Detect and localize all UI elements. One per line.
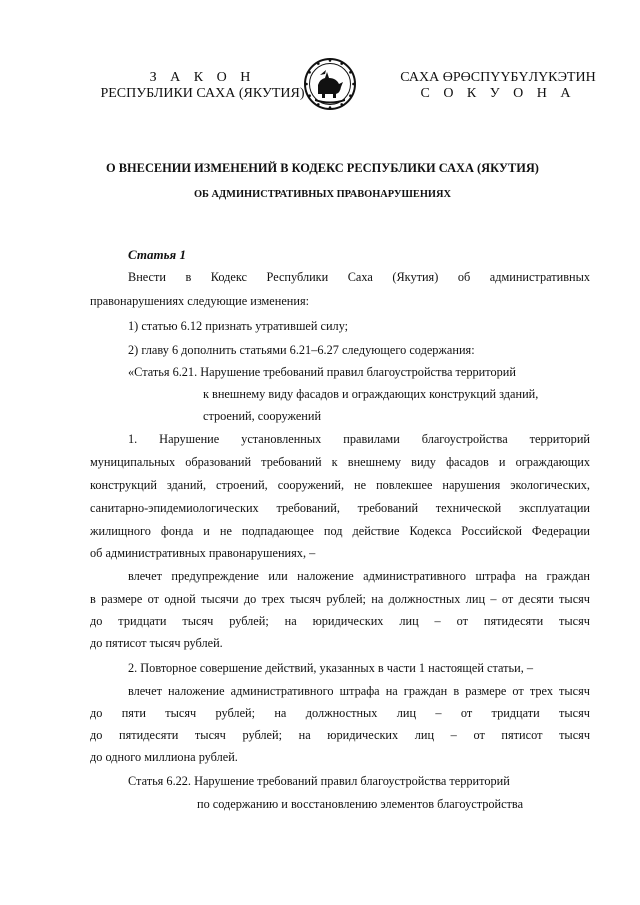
text-line: до тридцати тысяч рублей; на юридических лиц – от пятидесяти тысяч [90,614,590,628]
text-line: жилищного фонда и не подпадающее под действие Кодекса Российской Федерации [90,524,590,538]
text-line: к внешнему виду фасадов и ограждающих конструкций зданий, [203,387,539,401]
text-line: правонарушениях следующие изменения: [90,294,310,308]
header-left-law-word: З А К О Н [149,70,256,85]
document-subtitle: ОБ АДМИНИСТРАТИВНЫХ ПРАВОНАРУШЕНИЯХ [193,189,452,200]
text-line: в размере от одной тысячи до трех тысяч рублей; на должностных лиц – от десяти тысяч [90,592,590,606]
text-line: влечет предупреждение или наложение административного штрафа на граждан [128,569,590,583]
text-line: санитарно-эпидемиологических требований, требований технической эксплуатации [90,501,590,515]
text-line: 2) главу 6 дополнить статьями 6.21–6.27 следующего содержания: [128,343,475,357]
text-line: муниципальных образований требований к внешнему виду фасадов и ограждающих [90,455,590,469]
text-line: Внести в Кодекс Республики Саха (Якутия) об административных [128,270,590,284]
coat-of-arms-icon [303,57,357,111]
document-title: О ВНЕСЕНИИ ИЗМЕНЕНИЙ В КОДЕКС РЕСПУБЛИКИ САХА (ЯКУТИЯ) [106,161,539,175]
text-line: «Статья 6.21. Нарушение требований правил благоустройства территорий [128,365,516,379]
header-right-law-word: С О К У О Н А [420,86,576,101]
text-line: до пятидесяти тысяч рублей; на юридических лиц – от пятисот тысяч [90,728,590,742]
text-line: строений, сооружений [203,409,322,423]
header-left [85,70,320,102]
text-line: 1) статью 6.12 признать утратившей силу; [128,319,349,333]
text-line: до пяти тысяч рублей; на должностных лиц – от тридцати тысяч [90,706,590,720]
header-left-republic: РЕСПУБЛИКИ САХА (ЯКУТИЯ) [100,86,305,101]
text-line: об административных правонарушениях, – [90,546,316,560]
text-line: до пятисот тысяч рублей. [90,636,223,650]
header-right [378,70,618,102]
text-line: влечет наложение административного штрафа на граждан в размере от трех тысяч [128,684,590,698]
text-line: по содержанию и восстановлению элементов благоустройства [197,797,524,811]
text-line: 2. Повторное совершение действий, указанных в части 1 настоящей статьи, – [128,661,533,675]
text-line: конструкций зданий, строений, сооружений, не повлекшее нарушения экологических, [90,478,590,492]
text-line: 1. Нарушение установленных правилами благоустройства территорий [128,432,590,446]
article-heading: Статья 1 [128,247,186,262]
header-right-republic: САХА ӨРӨСПҮҮБҮЛҮКЭТИН [400,70,596,85]
text-line: до одного миллиона рублей. [90,750,238,764]
text-line: Статья 6.22. Нарушение требований правил благоустройства территорий [128,774,510,788]
